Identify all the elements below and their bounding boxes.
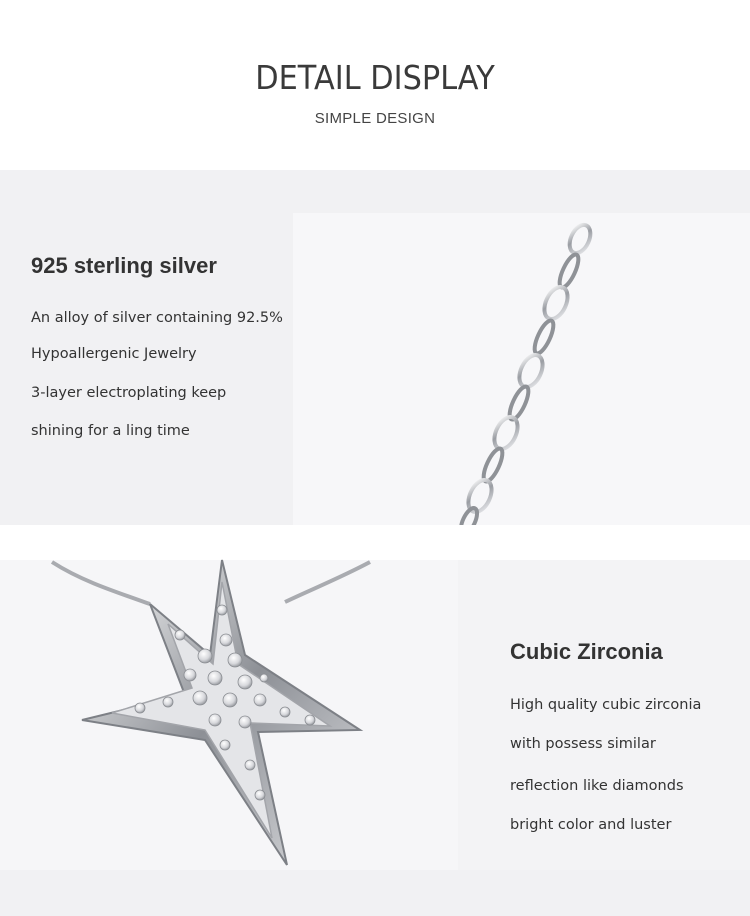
- section-divider: [0, 525, 750, 560]
- zirconia-line-2: with possess similar: [510, 736, 656, 752]
- zirconia-line-4: bright color and luster: [510, 817, 672, 833]
- chain-illustration: [293, 213, 750, 525]
- silver-line-3: 3-layer electroplating keep: [31, 385, 227, 401]
- silver-line-2: Hypoallergenic Jewelry: [31, 346, 197, 362]
- zirconia-title: Cubic Zirconia: [510, 639, 663, 664]
- silver-line-1: An alloy of silver containing 92.5%: [31, 310, 283, 326]
- zirconia-line-1: High quality cubic zirconia: [510, 697, 702, 713]
- page-title: DETAIL DISPLAY: [255, 58, 495, 97]
- detail-header: [0, 0, 750, 170]
- page-subtitle: SIMPLE DESIGN: [314, 110, 436, 127]
- bottom-band: [0, 870, 750, 916]
- zirconia-line-3: reflection like diamonds: [510, 778, 684, 794]
- silver-title: 925 sterling silver: [31, 253, 217, 278]
- silver-line-4: shining for a ling time: [31, 423, 190, 439]
- star-pendant-illustration: [0, 560, 458, 870]
